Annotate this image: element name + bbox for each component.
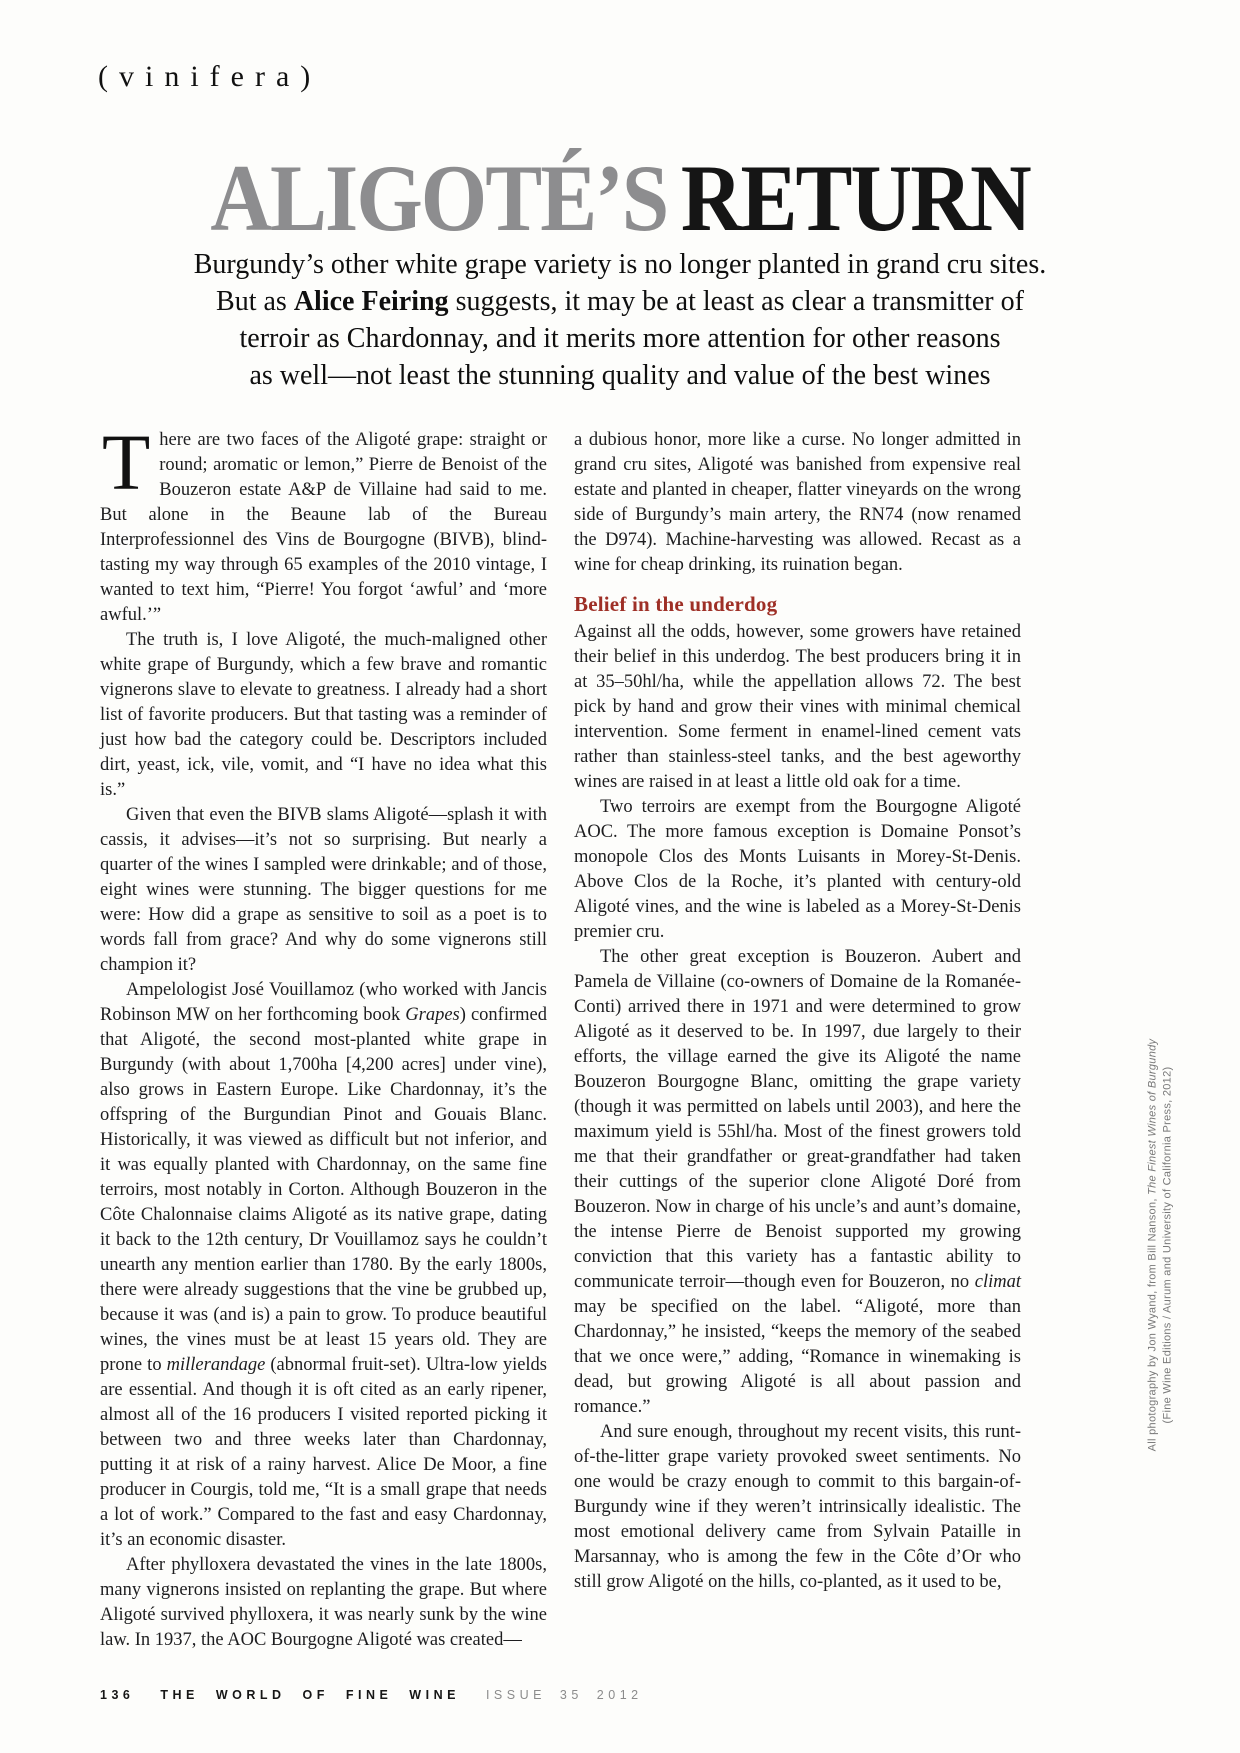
standfirst-line-3: terroir as Chardonnay, and it merits more attention for other reasons — [239, 323, 1001, 354]
title-word-black: RETURN — [680, 146, 1030, 252]
article-paragraph: Against all the odds, however, some growers have retained their belief in this underdog. The best producers bring it in at 35–50hl/ha, while the appellation allows 72. The best pick by hand and grow their vines with minimal chemical intervention. Some ferment in enamel-lined cement vats rather than stainless-steel tanks, and the best ageworthy wines are raised in at least a little old oak for a time. — [574, 622, 1021, 792]
article-body — [100, 420, 1022, 1653]
standfirst-line-4: as well—not least the stunning quality and value of the best wines — [249, 360, 991, 391]
article-paragraph: a dubious honor, more like a curse. No longer admitted in grand cru sites, Aligoté was banished from expensive real estate and planted in cheaper, flatter vineyards on the wrong side of Burgundy’s main artery, the RN74 (now renamed the D974). Machine-harvesting was allowed. Recast as a wine for cheap drinking, its ruination began. — [574, 430, 1021, 575]
magazine-name: THE WORLD OF FINE WINE — [160, 1688, 460, 1702]
article-paragraph: And sure enough, throughout my recent visits, this runt-of-the-litter grape variety provoked sweet sentiments. No one would be crazy enough to commit to this bargain-of-Burgundy wine if they weren’t intrinsically idealistic. The most emotional delivery came from Sylvain Pataille in Marsannay, who is among the few in the Côte d’Or who still grow Aligoté on the hills, co-planted, as it used to be, — [574, 1422, 1021, 1592]
article-paragraph: After phylloxera devastated the vines in the late 1800s, many vignerons insisted on replanting the grape. But where Aligoté survived phylloxera, it was nearly sunk by the wine law. In 1937, the AOC Bourgogne Aligoté was created— — [100, 1555, 547, 1650]
article-paragraph: Given that even the BIVB slams Aligoté—splash it with cassis, it advises—it’s not so surprising. But nearly a quarter of the wines I sampled were drinkable; and of those, eight wines were stunning. The bigger questions for me were: How did a grape as sensitive to soil as a poet is to words fall from grace? And why do some vignerons still champion it? — [100, 805, 547, 975]
article-paragraph: Two terroirs are exempt from the Bourgogne Aligoté AOC. The more famous exception is Domaine Ponsot’s monopole Clos des Monts Luisants in Morey-St-Denis. Above Clos de la Roche, it’s planted with century-old Aligoté vines, and the wine is labeled as a Morey-St-Denis premier cru. — [574, 797, 1021, 942]
page-footer — [100, 1688, 643, 1702]
author-name: Alice Feiring — [293, 286, 449, 317]
photo-credit — [1146, 1039, 1175, 1452]
article-title — [19, 146, 1222, 252]
article-paragraph: Ampelologist José Vouillamoz (who worked with Jancis Robinson MW on her forthcoming book Grapes) confirmed that Aligoté, the second most-planted white grape in Burgundy (with about 1,700ha [4,200 acres] under vine), also grows in Eastern Europe. Like Chardonnay, it’s the offspring of the Burgundian Pinot and Gouais Blanc. Historically, it was viewed as difficult but not inferior, and it was equally planted with Chardonnay, on the same fine terroirs, most notably in Corton. Although Bouzeron in the Côte Chalonnaise claims Aligoté as its native grape, dating it back to the 12th century, Dr Vouillamoz says he couldn’t unearth any mention earlier than 1780. By the early 1800s, there were already suggestions that the vine be grubbed up, because it was (and is) a pain to grow. To produce beautiful wines, the vines must be at least 15 years old. They are prone to millerandage (abnormal fruit-set). Ultra-low yields are essential. And though it is oft cited as an early ripener, almost all of the 16 producers I visited reported picking it between two and three weeks later than Chardonnay, putting it at risk of a rainy harvest. Alice De Moor, a fine producer in Courgis, told me, “It is a small grape that needs a lot of work.” Compared to the fast and easy Chardonnay, it’s an economic disaster. — [100, 980, 548, 1550]
issue-label: ISSUE 35 2012 — [485, 1688, 643, 1702]
credit-line-2: (Fine Wine Editions / Aurum and University of California Press, 2012) — [1161, 1066, 1173, 1424]
book-title: The Finest Wines of Burgundy — [1146, 1038, 1159, 1195]
column-right — [574, 428, 1021, 1653]
masthead — [0, 146, 1240, 252]
article-paragraph: The truth is, I love Aligoté, the much-maligned other white grape of Burgundy, which a few brave and romantic vignerons slave to elevate to greatness. I already had a short list of favorite producers. But that tasting was a reminder of just how bad the category could be. Descriptors included dirt, yeast, ick, vile, vomit, and “I have no idea what this is.” — [100, 630, 547, 800]
column-left — [100, 420, 548, 1653]
standfirst-line-1: Burgundy’s other white grape variety is no longer planted in grand cru sites. — [193, 249, 1047, 280]
credit-line-1: All photography by Jon Wyand, from Bill Nanson, The Finest Wines of Burgundy — [1146, 1038, 1159, 1452]
article-paragraph: There are two faces of the Aligoté grape: straight or round; aromatic or lemon,” Pierre de Benoist of the Bouzeron estate A&P de Villaine had said to me. But alone in the Beaune lab of the Bureau Interprofessionnel des Vins de Bourgogne (BIVB), blind-tasting my way through 65 examples of the 2010 vintage, I wanted to text him, “Pierre! You forgot ‘awful’ and ‘more awful.’” — [100, 420, 547, 625]
section-heading: Belief in the underdog — [574, 592, 778, 616]
standfirst — [70, 246, 1170, 394]
section-kicker: (vinifera) — [98, 60, 322, 93]
standfirst-line-2: But as Alice Feiring suggests, it may be at least as clear a transmitter of — [216, 286, 1024, 317]
title-word-gray: ALIGOTÉ’S — [210, 146, 668, 252]
page-number: 136 — [100, 1688, 135, 1702]
article-paragraph: The other great exception is Bouzeron. Aubert and Pamela de Villaine (co-owners of Domaine de la Romanée-Conti) arrived there in 1971 and were determined to grow Aligoté as it deserved to be. In 1997, due largely to their efforts, the village earned the give its Aligoté the name Bouzeron Bourgogne Blanc, omitting the grape variety (though it was permitted on labels until 2003), and here the maximum yield is 55hl/ha. Most of the finest growers told me that their grandfather or great-grandfather had taken their cuttings of the superior clone Aligoté Doré from Bouzeron. Now in charge of his uncle’s and aunt’s domaine, the intense Pierre de Benoist supported my growing conviction that this variety has a fantastic ability to communicate terroir—though even for Bouzeron, no climat may be specified on the label. “Aligoté, more than Chardonnay,” he insisted, “keeps the memory of the seabed that we once were,” adding, “Romance in winemaking is dead, but growing Aligoté is all about passion and romance.” — [574, 947, 1021, 1417]
